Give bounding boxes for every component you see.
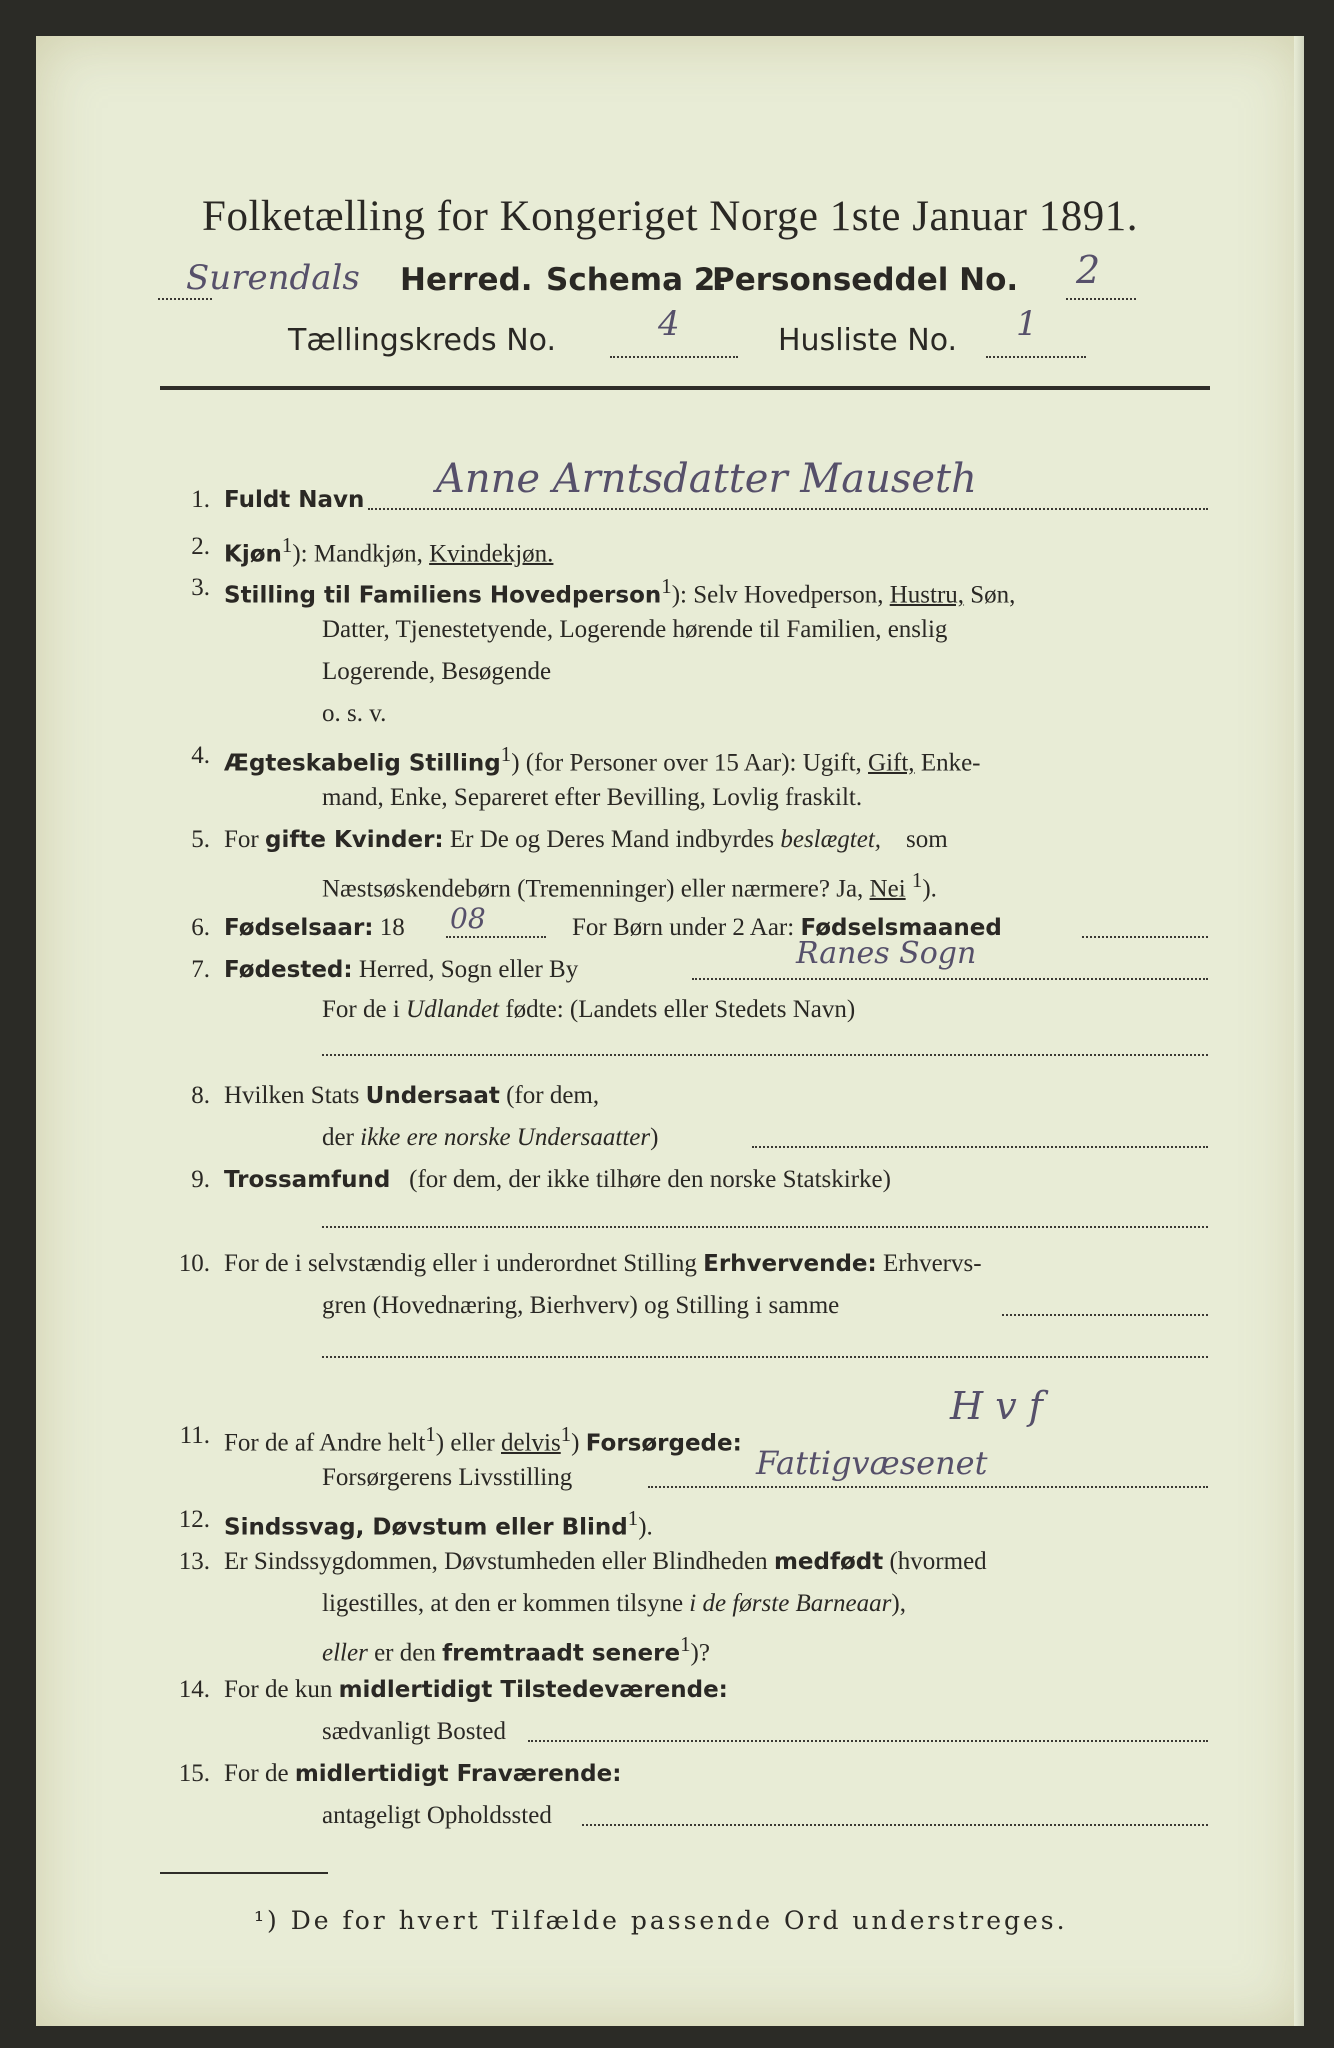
option-text: Enke- [920,749,981,777]
item-number: 15. [178,1760,210,1787]
birth-month-label: Fødselsmaaned [800,915,1002,941]
item-number: 11. [179,1422,210,1449]
family-position-line3: Logerende, Besøgende [322,658,552,685]
item-number: 12. [178,1506,210,1533]
text: Herred, Sogn eller By [358,956,579,983]
full-name-value: Anne Arntsdatter Mauseth [436,456,977,502]
herred-value: Surendals [186,258,360,298]
text: For Børn under 2 Aar: [572,914,795,941]
occupation-dots [1002,1314,1208,1316]
husliste-value: 1 [1016,304,1038,344]
herred-label: Herred. [400,262,533,298]
husliste-dots [986,356,1086,358]
footnote: ¹) De for hvert Tilfælde passende Ord understreges. [254,1906,1068,1935]
full-name-label: Fuldt Navn [224,487,365,513]
supported-label: Forsørgede: [585,1430,742,1457]
occupation-label: Erhvervende: [703,1251,877,1277]
birth-year-prefix: 18 [379,914,405,941]
item-number: 9. [191,1166,210,1193]
citizenship-label: Undersaat [365,1083,500,1109]
census-form-page: Folketælling for Kongeriget Norge 1ste Januar 1891. Surendals Herred. Schema 2. Personseddel No. 2 Tællingskreds No. 4 Husliste No. 1 1. Fuldt Navn Anne Arntsdatter Mauseth 2. Kjøn$^1$): Mandkjøn, Kvindekjøn. 3. Stilling til Familiens Hovedperson$^1$): Selv Hovedperson, Hustru, Søn, Datter, Tjenestetyende, Logerende hørende til Familien, enslig Logerende, Besøgende o. s. v. 4. Ægteskabelig Stilling$^1$) (for Personer over 15 Aar): Ugift, Gift, Enke- mand, Enke, Separeret efter Bevilling, Lovlig fraskilt. 5. For gifte Kvinder: Er De og Deres Mand indbyrdes beslægtet, som Næstsøskendebørn (Tremenninger) eller nærmere? Ja, Nei $^1$). 6. Fødselsaar: 18 08 For Børn under 2 Aar: Fødselsmaaned 7. Fødested: Herred, Sogn eller By Ranes Sogn For de i Udlandet fødte: (Landets eller Stedets Navn) 8. Hvilken Stats Undersaat (for dem, der ikke ere norske Undersaatter) 9. Trossamfund (for dem, der ikke tilhøre den norske Statskirke) 10. For de i selvstændig eller i underordnet Stilling Erhvervende: Erhvervs- gren (Hovednæring, Bierhverv) og Stilling i samme 11. For de af Andre helt$^1$) eller delvis$^1$) Forsørgede: H v f Forsørgerens Livsstilling Fattigvæsenet 12. Sindssvag, Døvstum eller Blind$^1$). 13. Er Sindssygdommen, Døvstumheden eller Blindheden medfødt (hvormed ligestilles, at den er kommen tilsyne i de første Barneaar), eller er den fremtraadt senere$^1$)? 14. For de kun midlertidigt Tilstedeværende: sædvanligt Bosted 15. For de midlertidigt Fraværende: antageligt Opholdssted ¹) De for hvert Tilfælde passende Ord understreges. [36,36,1304,2026]
provider-label: Forsørgerens Livsstilling [322,1464,573,1491]
supported-value: H v f [950,1384,1043,1428]
text: Hvilken Stats [224,1082,360,1109]
footnote-rule [160,1872,328,1874]
text: For [224,826,259,853]
birth-month-dots [1082,936,1208,938]
later-onset-label: fremtraadt senere [442,1640,681,1667]
birthplace-abroad-dots [322,1054,1208,1056]
option-hustru: Hustru, [889,581,965,609]
item-number: 7. [191,956,210,983]
text: Er De og Deres Mand indbyrdes [449,826,775,853]
form-title: Folketælling for Kongeriget Norge 1ste Januar 1891. [202,193,1138,240]
item-number: 8. [191,1082,210,1109]
family-position-line4: o. s. v. [322,700,387,727]
birth-year-dots [446,936,546,938]
personseddel-label: Personseddel No. [712,262,1019,298]
occupation-line2: gren (Hovednæring, Bierhverv) og Stilling i samme [322,1292,840,1319]
text: For de [224,1760,289,1787]
citizenship-dots [752,1146,1208,1148]
option-nei: Nei [869,875,906,903]
text: eller [322,1639,368,1667]
religion-dots [322,1226,1208,1228]
congenital-label: medfødt [773,1549,884,1575]
option-text: (for Personer over 15 Aar): Ugift, [525,749,862,777]
family-position-line2: Datter, Tjenestetyende, Logerende hørende til Familien, enslig [322,616,948,643]
text: For de kun [224,1676,333,1703]
religion-label: Trossamfund [224,1167,391,1193]
item-number: 6. [191,914,210,941]
item-number: 3. [191,574,210,601]
sex-label: Kjøn [224,541,282,568]
text: For de af Andre helt [224,1429,426,1457]
text: Erhvervs- [882,1250,982,1277]
text: fødte: (Landets eller Stedets Navn) [505,996,856,1023]
usual-residence-label: sædvanligt Bosted [322,1718,507,1745]
text: Er Sindssygdommen, Døvstumheden eller Blindheden [224,1548,768,1575]
probable-residence-label: antageligt Opholdssted [322,1802,552,1829]
marital-status-label: Ægteskabelig Stilling [224,750,501,777]
birthplace-value: Ranes Sogn [796,936,977,971]
text: For de i [322,996,400,1023]
option-text: Selv Hovedperson, [693,581,884,609]
text: ikke ere norske Undersaatter [360,1124,651,1151]
sex-option-male: Mandkjøn, [313,540,423,568]
temporary-present-label: midlertidigt Tilstedeværende: [338,1677,728,1703]
text: (hvormed [889,1548,987,1575]
text: (for dem, der ikke tilhøre den norske Statskirke) [409,1166,891,1193]
paper-edge [1294,36,1304,2026]
birthplace-dots [692,978,1208,980]
usual-residence-dots [528,1740,1208,1742]
text: ligestilles, at den er kommen tilsyne [322,1590,684,1617]
option-gift: Gift, [868,749,915,777]
provider-value: Fattigvæsenet [756,1444,988,1482]
probable-residence-dots [582,1824,1208,1826]
text: som [906,826,948,853]
item-number: 13. [178,1548,210,1575]
text: Næstsøskendebørn (Tremenninger) eller nærmere? Ja, [322,875,864,903]
family-position-label: Stilling til Familiens Hovedperson [224,582,662,609]
schema-label: Schema 2. [546,262,728,298]
text: Udlandet [406,996,500,1023]
provider-dots [648,1486,1208,1488]
birthplace-label: Fødested: [224,957,353,983]
text: i de første Barneaar [689,1590,892,1617]
option-delvis: delvis [501,1429,561,1457]
kreds-label: Tællingskreds No. [288,323,556,358]
birth-year-value: 08 [450,902,486,935]
kreds-value: 4 [658,304,680,344]
text: eller [450,1429,495,1457]
item-number: 2. [191,533,210,560]
marital-status-line2: mand, Enke, Separeret efter Bevilling, Lovlig fraskilt. [322,784,863,811]
text: For de i selvstændig eller i underordnet Stilling [224,1250,697,1277]
text: er den [374,1639,436,1667]
occupation-dots-2 [322,1356,1208,1358]
husliste-label: Husliste No. [778,323,958,358]
option-text: Søn, [970,581,1016,609]
item-number: 1. [191,486,210,513]
herred-dots-left [158,298,212,300]
personseddel-value: 2 [1076,248,1101,292]
item-number: 14. [178,1676,210,1703]
text: beslægtet, [780,826,882,853]
full-name-dots [368,508,1208,510]
personseddel-dots [1066,298,1136,300]
birth-year-label: Fødselsaar: [224,915,374,941]
temporary-absent-label: midlertidigt Fraværende: [294,1761,622,1787]
item-number: 4. [191,742,210,769]
kreds-dots [610,356,738,358]
married-women-label: gifte Kvinder: [264,827,444,853]
text: (for dem, [506,1082,600,1109]
item-number: 10. [178,1250,210,1277]
item-number: 5. [191,826,210,853]
header-rule [160,386,1210,390]
sex-option-female: Kvindekjøn. [429,540,554,568]
text: der [322,1124,354,1151]
disability-label: Sindssvag, Døvstum eller Blind [224,1514,628,1541]
